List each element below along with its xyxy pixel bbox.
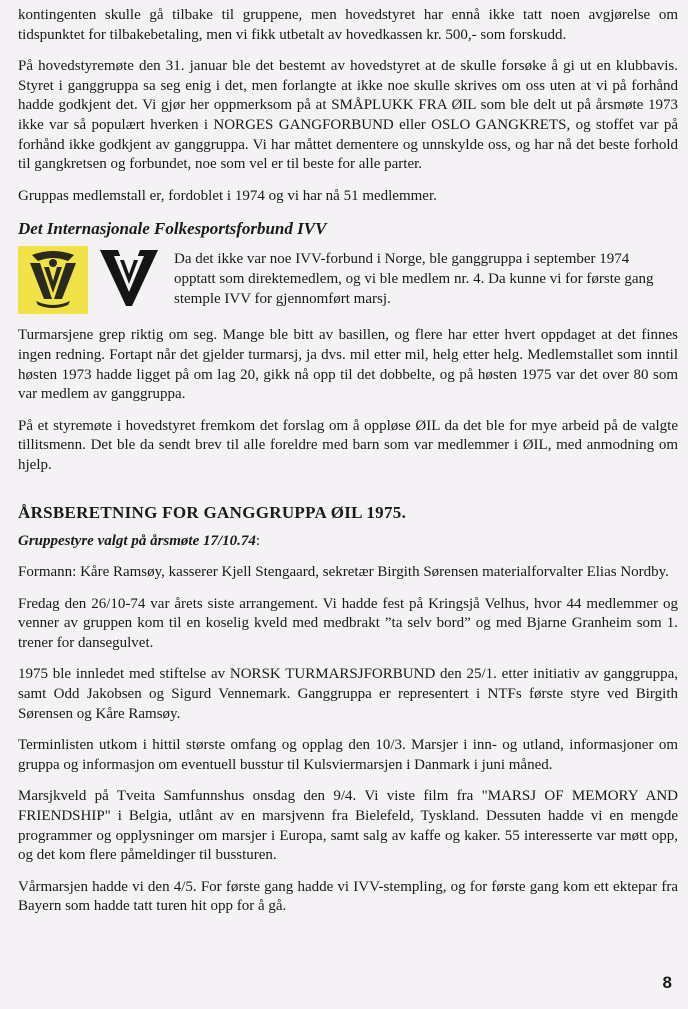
ivv-intro-text: Da det ikke var noe IVV-forbund i Norge, ble ganggruppa i september 1974 opptatt som direktemedlem, og vi ble medlem nr. 4. Da kunne vi for første gang stemple IVV for gjennomført marsj. xyxy=(174,251,654,307)
paragraph-party: Fredag den 26/10-74 var årets siste arrangement. Vi hadde fest på Kringsjå Velhus, hvor 44 medlemmer og venner av gruppen kom til en koselig kveld med medbrakt ”ta selv bord” og med Bjarne Granheim som 1. trener for dansegulvet. xyxy=(18,595,678,651)
annual-report-section xyxy=(18,502,678,918)
paragraph-ntf-founding: 1975 ble innledet med stiftelse av NORSK TURMARSJFORBUND den 25/1. etter initiativ av ganggruppa, samt Odd Jakobsen og Sigurd Vennemark. Ganggruppa er representert i NTFs første styre ved Birgith Sørensen og Kåre Ramsøy. xyxy=(18,666,678,722)
paragraph-board-meeting: På et styremøte i hovedstyret fremkom det forslag om å oppløse ØIL da det ble for mye arbeid på de valgte tillitsmenn. Det ble da sendt brev til alle foreldre med barn som var medlemmer i ØIL, med anmodning om hjelp. xyxy=(18,417,678,473)
board-subheading-text: Gruppestyre valgt på årsmøte 17/10.74 xyxy=(18,532,256,549)
paragraph-march-evening: Marsjkveld på Tveita Samfunnshus onsdag den 9/4. Vi viste film fra "MARSJ OF MEMORY AND FRIENDSHIP" i Belgia, utlånt av en marsjvenn fra Bielefeld, Tyskland. Dessuten hadde vi en mengde programmer og opplysninger om marsjer i Europa, samt salg av kaffe og kaker. 55 interesserte var møtt opp, og det kom flere påmeldinger til bussturen. xyxy=(18,788,678,864)
page-number: 8 xyxy=(662,973,672,992)
ivv-row xyxy=(18,246,678,314)
paragraph-club-newspaper: På hovedstyremøte den 31. januar ble det bestemt av hovedstyret at de skulle forsøke å gi ut en klubbavis. Styret i ganggruppa sa seg enig i det, men forlangte at ikke noe skulle skrives om oss uten at vi på forhånd hadde godkjent det. Vi gjør her oppmerksom på at SMÅPLUKK FRA ØIL som ble delt ut på årsmøte 1973 ikke var så populært hverken i NORGES GANGFORBUND eller OSLO GANGKRETS, og stoffet var på forhånd ikke godkjent av ganggruppa. Vi har måttet dementere og unnskylde oss, og har nå det beste forhold til gangkretsen og forbundet, noe som vel er til beste for alle parter. xyxy=(18,58,678,173)
ivv-yellow-emblem-icon xyxy=(18,246,88,314)
ivv-v-emblem-icon xyxy=(98,246,160,308)
board-subheading-suffix: : xyxy=(255,532,261,549)
paragraph-spring-march: Vårmarsjen hadde vi den 4/5. For første gang hadde vi IVV-stempling, og for første gang kom ett ektepar fra Bayern som hadde tatt turen hit opp for å gå. xyxy=(18,878,678,915)
paragraph-schedule: Terminlisten utkom i hittil største omfang og opplag den 10/3. Marsjer i inn- og utland, informasjoner om gruppa og informasjon om eventuell busstur til Kulsviermarsjen i Danmark i juni måned. xyxy=(18,737,678,773)
ivv-section xyxy=(18,218,678,314)
ivv-heading: Det Internasjonale Folkesportsforbund IVV xyxy=(18,219,327,239)
paragraph-contingent: kontingenten skulle gå tilbake til gruppene, men hovedstyret har ennå ikke tatt noen avgjørelse om tidspunktet for tilbakebetaling, men vi fikk utbetalt av hovedkassen kr. 500,- som forskudd. xyxy=(18,7,678,43)
paragraph-membership: Gruppas medlemstall er, fordoblet i 1974 og vi har nå 51 medlemmer. xyxy=(18,187,437,204)
paragraph-board-members: Formann: Kåre Ramsøy, kasserer Kjell Stengaard, sekretær Birgith Sørensen materialforvalter Elias Nordby. xyxy=(18,564,669,581)
document-page xyxy=(18,6,678,917)
annual-report-heading: ÅRSBERETNING FOR GANGGRUPPA ØIL 1975. xyxy=(18,502,407,522)
paragraph-hiking-growth: Turmarsjene grep riktig om seg. Mange ble bitt av basillen, og flere har etter hvert oppdaget at det finnes ingen redning. Fortapt når det gjelder turmarsj, ja dvs. mil etter mil, helg etter helg. Medlemstallet som inntil høsten 1973 hadde ligget på om lag 20, gikk nå opp til det dobbelte, og på høsten 1975 var det over 80 som var medlem av ganggruppa. xyxy=(18,327,678,403)
board-subheading xyxy=(18,532,678,552)
